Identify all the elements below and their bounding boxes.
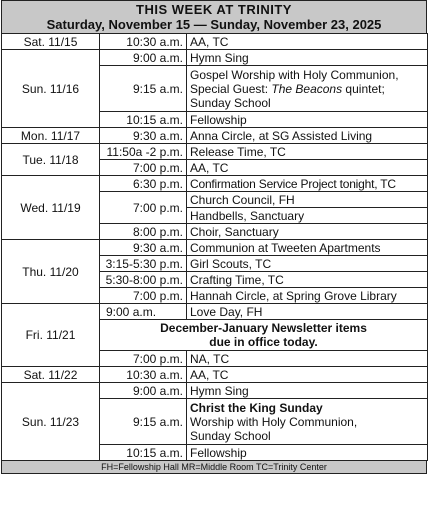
time-cell: 7:00 p.m. xyxy=(100,288,187,304)
time-cell: 10:15 a.m. xyxy=(100,445,187,461)
schedule-header xyxy=(1,0,427,33)
event-line: Gospel Worship with Holy Communion, xyxy=(190,67,399,82)
time-cell: 7:00 p.m. xyxy=(100,351,187,367)
time-cell: 6:30 p.m. xyxy=(100,176,187,192)
event-cell: NA, TC xyxy=(187,351,428,367)
event-cell: Fellowship xyxy=(187,112,428,128)
newsletter-notice xyxy=(100,320,428,351)
table-row xyxy=(2,240,428,256)
time-cell: 7:00 p.m. xyxy=(100,192,187,224)
event-cell: Crafting Time, TC xyxy=(187,272,428,288)
event-heading: Christ the King Sunday xyxy=(190,400,323,415)
time-cell: 7:00 p.m. xyxy=(100,160,187,176)
time-cell: 5:30-8:00 p.m. xyxy=(100,272,187,288)
time-cell: 10:15 a.m. xyxy=(100,112,187,128)
day-cell: Sat. 11/22 xyxy=(2,367,100,383)
weekly-schedule xyxy=(1,0,427,528)
event-cell: Hannah Circle, at Spring Grove Library xyxy=(187,288,428,304)
event-cell: Communion at Tweeten Apartments xyxy=(187,240,428,256)
event-cell: Release Time, TC xyxy=(187,144,428,160)
day-cell: Fri. 11/21 xyxy=(2,304,100,367)
notice-line: December-January Newsletter items xyxy=(160,321,367,335)
day-cell: Tue. 11/18 xyxy=(2,144,100,176)
time-cell: 9:15 a.m. xyxy=(100,399,187,445)
event-cell: Handbells, Sanctuary xyxy=(187,208,428,224)
table-row xyxy=(2,304,428,320)
time-cell: 11:50a -2 p.m. xyxy=(100,144,187,160)
notice-line: due in office today. xyxy=(209,335,318,349)
event-cell: Girl Scouts, TC xyxy=(187,256,428,272)
event-line: Sunday School xyxy=(190,95,271,110)
time-cell: 10:30 a.m. xyxy=(100,367,187,383)
time-cell: 9:30 a.m. xyxy=(100,240,187,256)
event-line: Worship with Holy Communion, xyxy=(190,414,358,429)
table-row xyxy=(2,34,428,50)
day-cell: Sun. 11/16 xyxy=(2,50,100,128)
event-cell: AA, TC xyxy=(187,160,428,176)
event-line: Sunday School xyxy=(190,428,271,443)
event-cell: Hymn Sing xyxy=(187,383,428,399)
time-cell: 9:30 a.m. xyxy=(100,128,187,144)
event-cell: AA, TC xyxy=(187,367,428,383)
table-row xyxy=(2,176,428,192)
event-line xyxy=(190,82,424,96)
table-row xyxy=(2,128,428,144)
event-cell: Church Council, FH xyxy=(187,192,428,208)
event-cell: AA, TC xyxy=(187,34,428,50)
table-row xyxy=(2,50,428,66)
time-cell: 10:30 a.m. xyxy=(100,34,187,50)
guest-name: The Beacons xyxy=(271,81,343,96)
schedule-title: THIS WEEK AT TRINITY xyxy=(136,2,292,17)
event-cell: Hymn Sing xyxy=(187,50,428,66)
day-cell: Wed. 11/19 xyxy=(2,176,100,240)
legend-footer: FH=Fellowship Hall MR=Middle Room TC=Trinity Center xyxy=(1,461,427,474)
day-cell: Mon. 11/17 xyxy=(2,128,100,144)
event-cell xyxy=(187,66,428,112)
event-cell: Love Day, FH xyxy=(187,304,428,320)
time-cell: 3:15-5:30 p.m. xyxy=(100,256,187,272)
schedule-date-range: Saturday, November 15 — Sunday, November 23, 2025 xyxy=(46,17,382,32)
event-text: quintet; xyxy=(342,81,385,96)
table-row xyxy=(2,383,428,399)
event-cell xyxy=(187,399,428,445)
schedule-table xyxy=(1,33,428,461)
table-row xyxy=(2,144,428,160)
event-cell: Confirmation Service Project tonight, TC xyxy=(187,176,428,192)
time-cell: 8:00 p.m. xyxy=(100,224,187,240)
time-cell: 9:15 a.m. xyxy=(100,66,187,112)
time-cell: 9:00 a.m. xyxy=(100,383,187,399)
event-cell: Fellowship xyxy=(187,445,428,461)
time-cell: 9:00 a.m. xyxy=(100,50,187,66)
time-cell: 9:00 a.m. xyxy=(100,304,187,320)
event-cell: Anna Circle, at SG Assisted Living xyxy=(187,128,428,144)
day-cell: Sun. 11/23 xyxy=(2,383,100,461)
table-row xyxy=(2,367,428,383)
event-text: Special Guest: xyxy=(190,81,272,96)
day-cell: Thu. 11/20 xyxy=(2,240,100,304)
day-cell: Sat. 11/15 xyxy=(2,34,100,50)
event-cell: Choir, Sanctuary xyxy=(187,224,428,240)
